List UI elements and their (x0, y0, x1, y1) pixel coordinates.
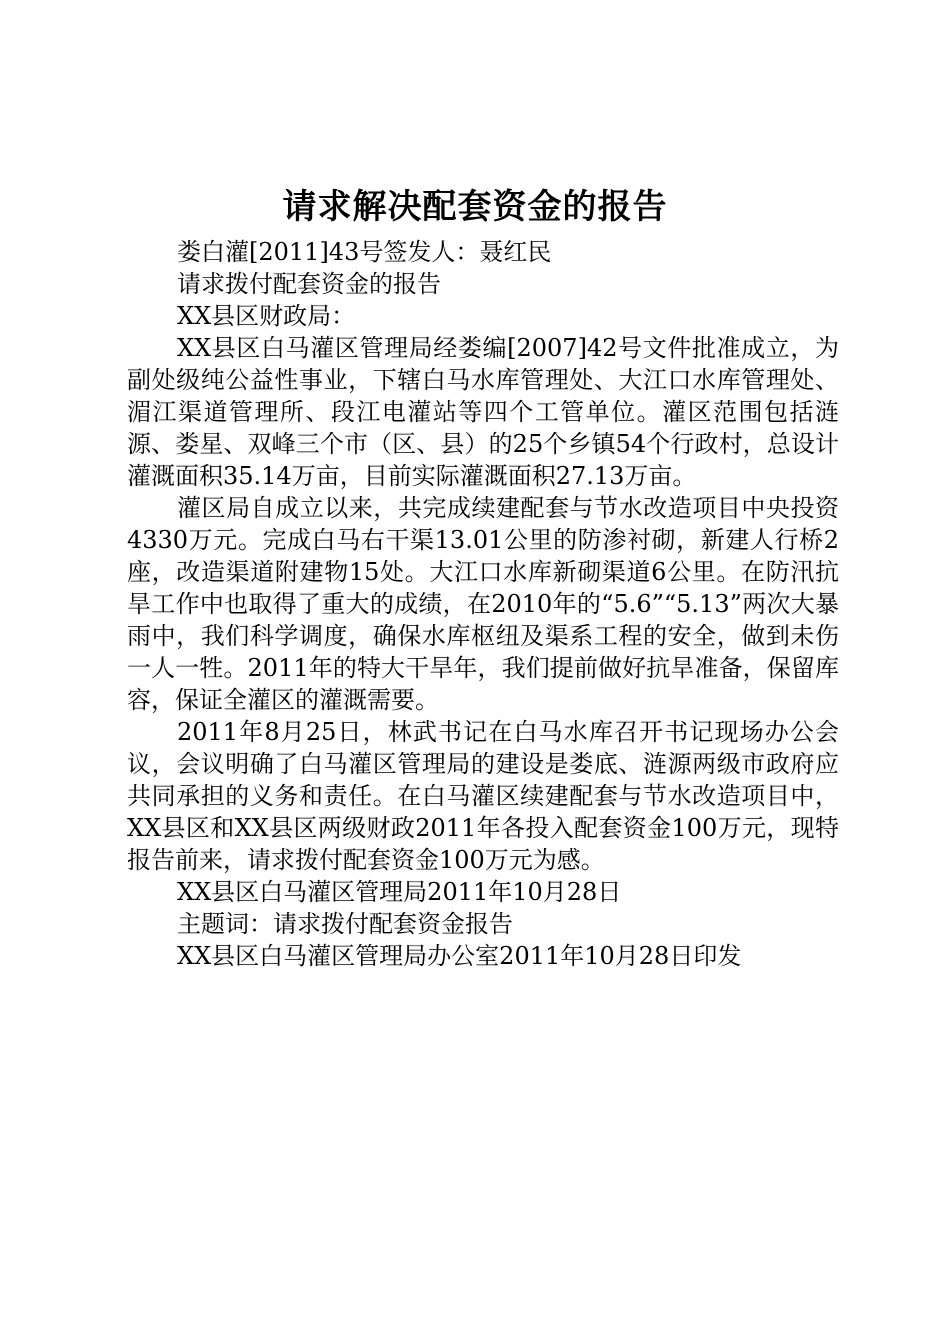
body-paragraph-1: XX县区白马灌区管理局经娄编[2007]42号文件批准成立，为副处级纯公益性事业，下辖白马水库管理处、大江口水库管理处、湄江渠道管理所、段江电灌站等四个工管单位。灌区范围包括涟源、娄星、双峰三个市（区、县）的25个乡镇54个行政村，总设计灌溉面积35.14万亩，目前实际灌溉面积27.13万亩。 (127, 334, 839, 490)
signature-date-line: XX县区白马灌区管理局2011年10月28日 (177, 878, 622, 906)
body-paragraph-2: 灌区局自成立以来，共完成续建配套与节水改造项目中央投资4330万元。完成白马右干渠13.01公里的防渗衬砌，新建人行桥2座，改造渠道附建物15处。大江口水库新砌渠道6公里。在防汛抗旱工作中也取得了重大的成绩，在2010年的“5.6”“5.13”两次大暴雨中，我们科学调度，确保水库枢纽及渠系工程的安全，做到未伤一人一牲。2011年的特大干旱年，我们提前做好抗旱准备，保留库容，保证全灌区的灌溉需要。 (127, 494, 839, 714)
document-number-line: 娄白灌[2011]43号签发人：聂红民 (177, 238, 552, 266)
keywords-line: 主题词：请求拨付配套资金报告 (177, 910, 513, 938)
issued-by-line: XX县区白马灌区管理局办公室2011年10月28日印发 (177, 942, 742, 970)
body-paragraph-3: 2011年8月25日，林武书记在白马水库召开书记现场办公会议，会议明确了白马灌区管理局的建设是娄底、涟源两级市政府应共同承担的义务和责任。在白马灌区续建配套与节水改造项目中，XX县区和XX县区两级财政2011年各投入配套资金100万元，现特报告前来，请求拨付配套资金100万元为感。 (127, 718, 839, 874)
document-title: 请求解决配套资金的报告 (282, 187, 668, 227)
recipient-line: XX县区财政局： (177, 302, 356, 330)
document-body (127, 236, 839, 972)
report-subject-line: 请求拨付配套资金的报告 (177, 270, 441, 298)
